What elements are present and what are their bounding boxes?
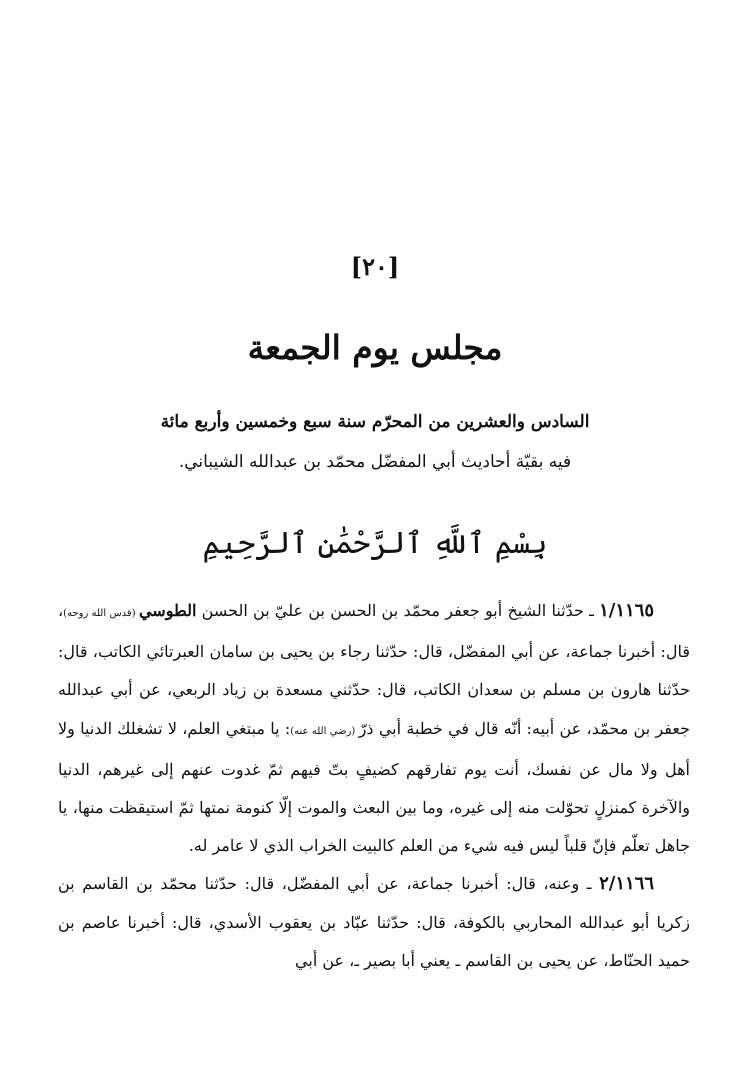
hadith-text: : يا مبتغي العلم، لا تشغلك الدنيا ولا أهل ولا مال عن نفسك، أنت يوم تفارقهم كضيفٍ بتّ فيهم ثمّ غدوت عنهم إلى غيرهم، الدنيا والآخرة كمنزلٍ تحوّلت منه إلى غيره، وما بين البعث والموت إلّا كنومة نمتها ثمّ استيقظت منها، يا جاهل تعلّم فإنّ قلباً ليس فيه شيء من العلم كالبيت الخراب الذي لا عامر له. — [58, 718, 690, 856]
hadith-dash: ـ — [583, 601, 600, 620]
hadith-paragraph — [58, 865, 690, 980]
page-title: مجلس يوم الجمعة — [247, 328, 503, 367]
hadith-dash: ـ — [579, 874, 600, 894]
hadith-text: وعنه، قال: أخبرنا جماعة، عن أبي المفضّل، قال: حدّثنا محمّد بن القاسم بن زكريا أبو عبدالله المحاربي بالكوفة، قال: حدّثنا عبّاد بن يعقوب الأسدي، قال: أخبرنا عاصم بن حميد الحنّاط، عن يحيى بن القاسم ـ يعني أبا بصير ـ، عن أبي — [58, 874, 690, 970]
honorific-note: (قدس الله روحه) — [63, 608, 139, 619]
hadith-number: ٢/١١٦٦ — [599, 873, 655, 895]
body-text — [58, 592, 690, 980]
hadith-paragraph — [58, 592, 690, 865]
date-line: السادس والعشرين من المحرّم سنة سبع وخمسين وأربع مائة — [160, 412, 590, 432]
hadith-number: ١/١١٦٥ — [599, 600, 655, 621]
hadith-text: حدّثنا الشيخ أبو جعفر محمّد بن الحسن بن عليّ بن الحسن — [196, 601, 584, 620]
chapter-number: [٢٠] — [350, 252, 400, 281]
honorific-note: (رضي الله عنه) — [290, 725, 359, 737]
subtitle: فيه بقيّة أحاديث أبي المفضّل محمّد بن عبدالله الشيباني. — [178, 452, 572, 472]
basmala: بِسْمِ ٱللَّهِ ٱلرَّحْمَٰنِ ٱلرَّحِيمِ — [202, 526, 548, 561]
narrator-name: الطوسي — [138, 601, 197, 620]
hadith-text: ، قال: أخبرنا جماعة، عن أبي المفضّل، قال: حدّثنا رجاء بن يحيى بن سامان العبرتائي الكاتب، قال: حدّثنا هارون بن مسلم بن سعدان الكاتب، قال: حدّثني مسعدة بن زياد الربعي، عن أبي عبدالله جعفر بن محمّد، عن أبيه: أنّه قال في خطبة أبي ذرّ — [58, 601, 690, 738]
